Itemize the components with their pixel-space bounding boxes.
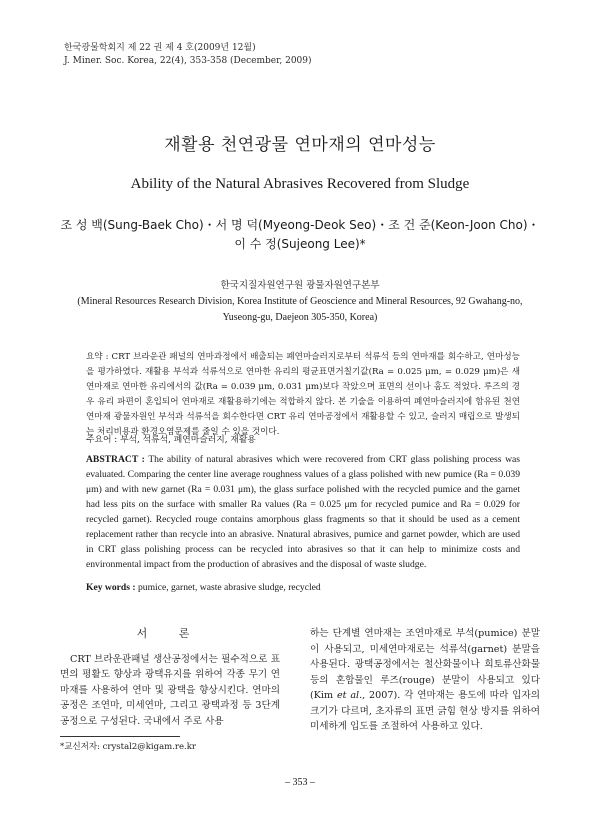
keywords-en-text: pumice, garnet, waste abrasive sludge, recycled [137, 582, 321, 593]
intro-right-column [310, 626, 540, 735]
abstract-en-label: ABSTRACT : [86, 454, 145, 465]
keywords-english [86, 582, 520, 593]
intro-right-text-a: 하는 단계별 연마재는 조연마재로 부석(pumice) 분말이 사용되고, 미세연마재로는 석류석(garnet) 분말을 사용된다. 광택공정에서는 철산화물이나 희토류산화물 등의 혼합물인 루즈(rouge) 분말이 사용되고 있다(Kim [310, 628, 540, 701]
title-english: Ability of the Natural Abrasives Recovered from Sludge [130, 176, 470, 192]
abstract-en-text: The ability of natural abrasives which were recovered from CRT glass polishing process was evaluated. Comparing the center line average roughness values of a glass polished with new pumice (Ra = 0.039 μm) and with new garnet (Ra = 0.031 μm), the glass surface polished with the recycled pumice and the garnet had less pits on the surface with smaller Ra values (Ra = 0.025 μm for recycled pumice and Ra = 0.029 for recycled garnet). Recycled rouge contains amorphous glass fragments so that it should be used as a cement replacement rather than recycle into an abrasive. Nnatural abrasives, pumice and garnet powder, which are used in CRT glass polishing process can be recycled into abrasives so that it can help to minimize costs and environmental impact from the production of abrasives and the disposal of waste sludge. [86, 454, 520, 570]
intro-paragraph-right [310, 626, 540, 735]
abstract-ko-text: CRT 브라운관 패널의 연마과정에서 배출되는 폐연마슬러지로부터 석류석 등의 연마재를 회수하고, 연마성능을 평가하였다. 재활용 부석과 석류석으로 연마한 유리의 평균표면거칠기값(Ra = 0.025 μm, = 0.029 μm)은 새 연마재로 연마한 유리에서의 값(Ra = 0.039 μm, 0.031 μm)보다 작았으며 표면의 선이나 홈도 적었다. 루즈의 경우 유리 파편이 혼입되어 연마재로 재활용하기에는 적합하지 않다. 본 기술을 이용하여 폐연마슬러지에 함유된 천연연마재 광물자원인 부석과 석류석을 회수한다면 CRT 유리 연마공정에서 재활용할 수 있고, 슬러지 매립으로 발생되는 처리비용과 환경오염문제를 줄일 수 있을 것이다. [86, 352, 520, 437]
keywords-ko-label: 주요어 : [86, 435, 118, 445]
intro-right-text-b: ., 2007). 각 연마재는 용도에 따라 입자의 크기가 다르며, 초자류의 표면 긁힘 현상 방지를 위하여 미세하게 입도를 조절하여 사용하고 있다. [310, 690, 540, 732]
page-number: – 353 – [285, 777, 315, 788]
keywords-en-label: Key words : [86, 582, 136, 593]
intro-left-column [60, 626, 280, 729]
journal-header [64, 42, 312, 68]
journal-citation-ko: 한국광물학회지 제 22 권 제 4 호(2009년 12월) [64, 43, 256, 53]
section-heading-intro: 서 론 [136, 627, 204, 640]
keywords-korean [86, 432, 520, 445]
affiliation-en-line-2: Yuseong-gu, Daejeon 305-350, Korea) [222, 312, 378, 323]
footnote-corresponding-author: *교신저자: crystal2@kigam.re.kr [60, 742, 196, 752]
author-list [50, 216, 550, 254]
footnote-divider [60, 736, 180, 737]
author-line-1: 조 성 백(Sung-Baek Cho)・서 명 덕(Myeong-Deok Seo)・조 건 준(Keon-Joon Cho)・ [60, 218, 540, 232]
affiliation-ko: 한국지질자원연구원 광물자원연구본부 [220, 280, 380, 291]
author-line-2: 이 수 정(Sujeong Lee)* [234, 237, 366, 251]
affiliation-en-line-1: (Mineral Resources Research Division, Korea Institute of Geoscience and Mineral Resources, 92 Gwahang-no, [77, 296, 523, 307]
intro-right-etal: et al [336, 690, 360, 701]
keywords-ko-text: 부석, 석류석, 폐연마슬러지, 재활용 [120, 435, 256, 445]
journal-citation-en: J. Miner. Soc. Korea, 22(4), 353-358 (December, 2009) [64, 56, 312, 66]
title-korean: 재활용 천연광물 연마재의 연마성능 [164, 135, 436, 155]
intro-paragraph-left: CRT 브라운관패널 생산공정에서는 필수적으로 표면의 평활도 향상과 광택유지를 위하여 각종 무기 연마재를 사용하여 연마 및 광택을 향상시킨다. 연마의 공정은 조연마, 미세연마, 그리고 광택과정 등 3단계 공정으로 구성된다. 국내에서 주로 사용 [60, 653, 280, 727]
affiliation [40, 278, 560, 326]
abstract-ko-label: 요약 : [86, 352, 109, 362]
abstract-english [86, 452, 520, 572]
abstract-korean [86, 350, 520, 440]
